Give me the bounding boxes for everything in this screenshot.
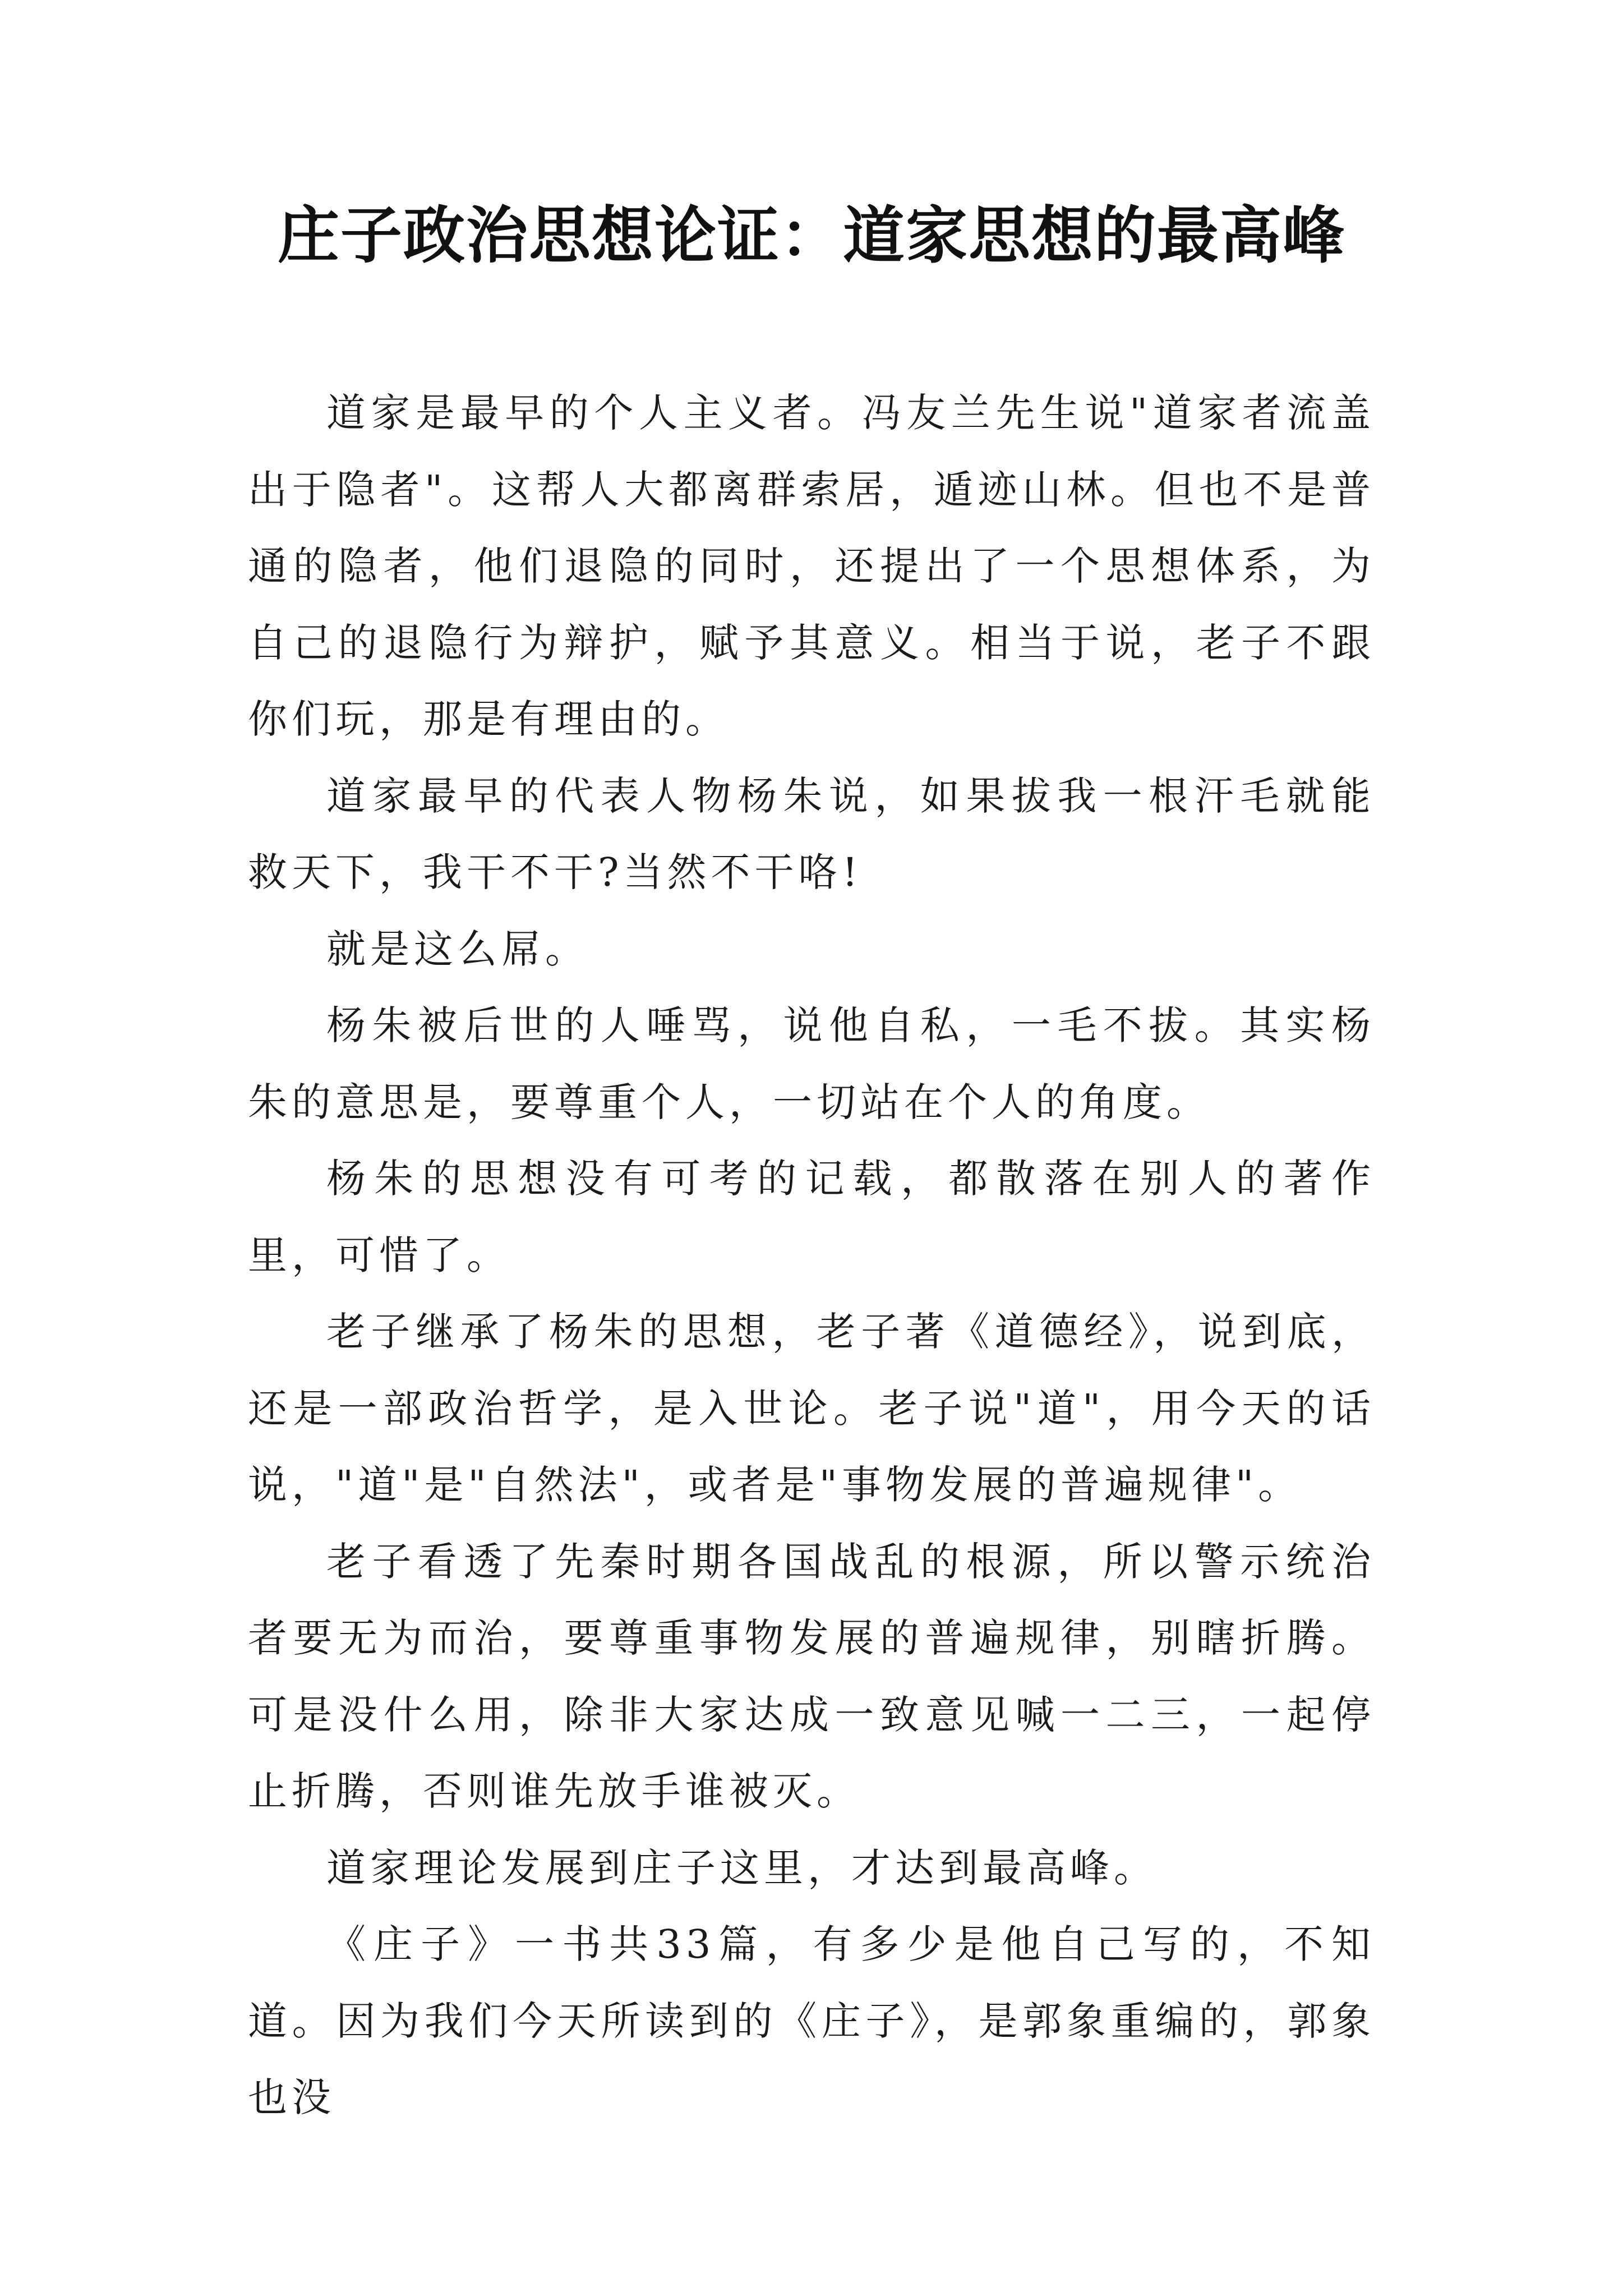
document-body — [248, 375, 1375, 2136]
paragraph: 道家是最早的个人主义者。冯友兰先生说"道家者流盖出于隐者"。这帮人大都离群索居，遁迹山林。但也不是普通的隐者，他们退隐的同时，还提出了一个思想体系，为自己的退隐行为辩护，赋予其意义。相当于说，老子不跟你们玩，那是有理由的。 — [248, 390, 1375, 742]
paragraph: 《庄子》一书共33篇，有多少是他自己写的，不知道。因为我们今天所读到的《庄子》，是郭象重编的，郭象也没 — [248, 1921, 1375, 2120]
document-title: 庄子政治思想论证：道家思想的最高峰 — [278, 199, 1345, 272]
paragraph: 老子继承了杨朱的思想，老子著《道德经》，说到底，还是一部政治哲学，是入世论。老子说"道"，用今天的话说，"道"是"自然法"，或者是"事物发展的普遍规律"。 — [248, 1309, 1375, 1508]
paragraph: 道家理论发展到庄子这里，才达到最高峰。 — [326, 1844, 1158, 1891]
paragraph: 杨朱被后世的人唾骂，说他自私，一毛不拔。其实杨朱的意思是，要尊重个人，一切站在个人的角度。 — [248, 1002, 1375, 1125]
paragraph: 就是这么屌。 — [326, 926, 589, 972]
paragraph: 道家最早的代表人物杨朱说，如果拔我一根汗毛就能救天下，我干不干?当然不干咯! — [248, 772, 1375, 895]
paragraph: 杨朱的思想没有可考的记载，都散落在别人的著作里，可惜了。 — [248, 1156, 1375, 1278]
paragraph: 老子看透了先秦时期各国战乱的根源，所以警示统治者要无为而治，要尊重事物发展的普遍规律，别瞎折腾。可是没什么用，除非大家达成一致意见喊一二三，一起停止折腾，否则谁先放手谁被灭。 — [248, 1538, 1375, 1814]
